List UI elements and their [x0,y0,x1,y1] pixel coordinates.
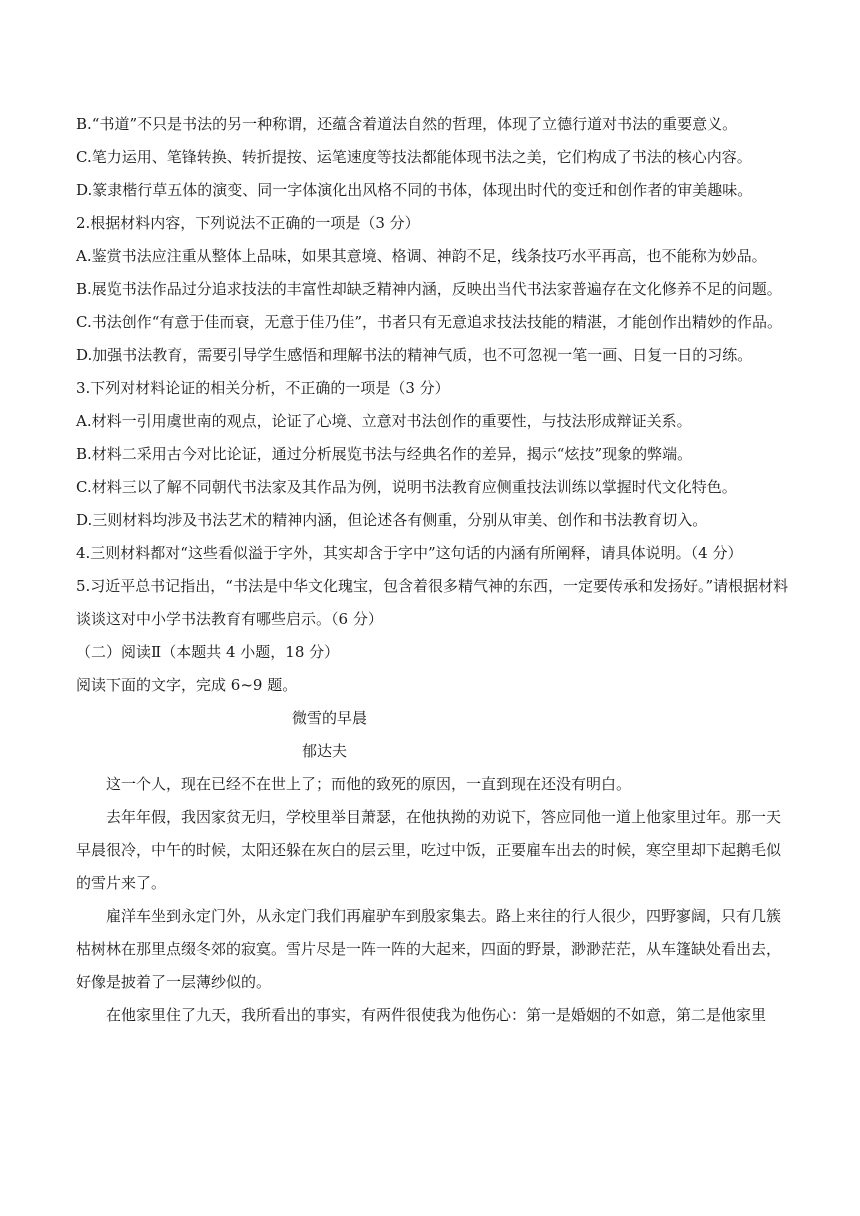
article-paragraph-3: 雇洋车坐到永定门外，从永定门我们再雇驴车到殷家集去。路上来往的行人很少，四野寥阔，只有几簇枯树林在那里点缀冬郊的寂寞。雪片尽是一阵一阵的大起来，四面的野景，渺渺茫茫，从车篷缺处看出去，好像是披着了一层薄纱似的。 [76,907,782,991]
q3-option-c: C.材料三以了解不同朝代书法家及其作品为例，说明书法教育应侧重技法训练以掌握时代文化特色。 [76,478,737,496]
q3-option-d: D.三则材料均涉及书法艺术的精神内涵，但论述各有侧重，分别从审美、创作和书法教育切入。 [76,511,708,529]
q3-option-b: B.材料二采用古今对比论证，通过分析展览书法与经典名作的差异，揭示“炫技”现象的弊端。 [76,445,693,463]
article-title: 微雪的早晨 [292,709,368,727]
section-heading: （二）阅读Ⅱ（本题共 4 小题，18 分） [76,643,340,661]
q1-option-d: D.篆隶楷行草五体的演变、同一字体演化出风格不同的书体，体现出时代的变迁和创作者的审美趣味。 [76,181,753,199]
q2-option-a: A.鉴赏书法应注重从整体上品味，如果其意境、格调、神韵不足，线条技巧水平再高，也不能称为妙品。 [76,247,767,265]
q2-option-c: C.书法创作“有意于佳而衰，无意于佳乃佳”，书者只有无意追求技法技能的精湛，才能创作出精妙的作品。 [76,313,783,331]
section-instruction: 阅读下面的文字，完成 6~9 题。 [76,676,298,694]
article-paragraph-4: 在他家里住了九天，我所看出的事实，有两件很使我为他伤心：第一是婚姻的不如意，第二是他家里 [106,1006,767,1024]
q3-stem: 3.下列对材料论证的相关分析，不正确的一项是（3 分） [76,379,450,397]
q1-option-c: C.笔力运用、笔锋转换、转折提按、运笔速度等技法都能体现书法之美，它们构成了书法的核心内容。 [76,148,752,166]
q4: 4.三则材料都对“这些看似溢于字外，其实却含于字中”这句话的内涵有所阐释，请具体说明。（4 分） [76,544,743,562]
document-content [76,108,792,1032]
article-paragraph-1: 这一个人，现在已经不在世上了；而他的致死的原因，一直到现在还没有明白。 [106,775,632,793]
article-author: 郁达夫 [302,742,348,760]
q2-option-d: D.加强书法教育，需要引导学生感悟和理解书法的精神气质，也不可忽视一笔一画、日复一日的习练。 [76,346,753,364]
q2-option-b: B.展览书法作品过分追求技法的丰富性却缺乏精神内涵，反映出当代书法家普遍存在文化修养不足的问题。 [76,280,782,298]
q2-stem: 2.根据材料内容，下列说法不正确的一项是（3 分） [76,214,420,232]
article-paragraph-2: 去年年假，我因家贫无归，学校里举目萧瑟，在他执拗的劝说下，答应同他一道上他家里过年。那一天早晨很冷，中午的时候，太阳还躲在灰白的层云里，吃过中饭，正要雇车出去的时候，寒空里却下起鹅毛似的雪片来了。 [76,808,782,892]
q3-option-a: A.材料一引用虞世南的观点，论证了心境、立意对书法创作的重要性，与技法形成辩证关系。 [76,412,692,430]
q1-option-b: B.“书道”不只是书法的另一种称谓，还蕴含着道法自然的哲理，体现了立德行道对书法的重要意义。 [76,115,738,133]
q5: 5.习近平总书记指出，“书法是中华文化瑰宝，包含着很多精气神的东西，一定要传承和发扬好。”请根据材料谈谈这对中小学书法教育有哪些启示。（6 分） [76,577,789,628]
